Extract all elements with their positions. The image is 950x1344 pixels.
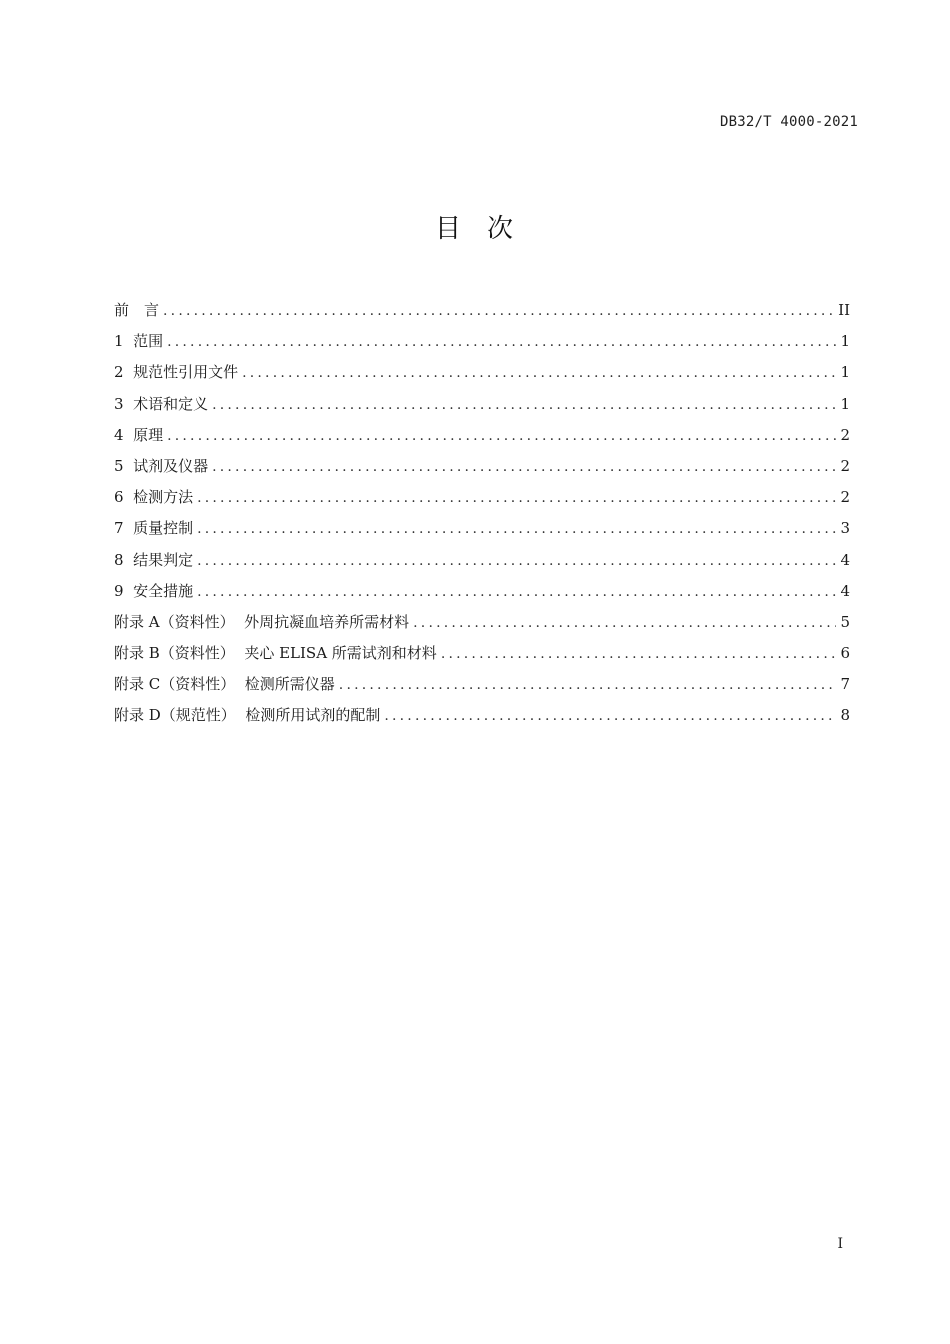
toc-entry-page: 4 <box>840 581 850 600</box>
toc-entry-test-method[interactable] <box>114 486 850 517</box>
toc-entry-label: 6 检测方法 <box>114 488 194 507</box>
page-title: 目次 <box>434 214 539 244</box>
standard-code: DB32/T 4000-2021 <box>719 114 858 130</box>
toc-entry-principle[interactable] <box>114 424 850 455</box>
toc-entry-label: 9 安全措施 <box>114 581 194 600</box>
toc-entry-page: 1 <box>840 394 850 413</box>
toc-entry-quality-control[interactable] <box>114 517 850 548</box>
toc-entry-page: II <box>838 301 850 319</box>
toc-leader-dots <box>197 581 836 603</box>
toc-leader-dots <box>212 456 836 478</box>
toc-entry-label: 3 术语和定义 <box>114 394 209 413</box>
toc-entry-label: 附录 C（资料性） 检测所需仪器 <box>114 675 335 694</box>
toc-entry-appendix-b[interactable] <box>114 642 850 673</box>
toc-entry-page: 1 <box>840 332 850 351</box>
toc-entry-normative-references[interactable] <box>114 361 850 392</box>
toc-entry-label: 1 范围 <box>114 332 164 351</box>
toc-entry-label: 附录 B（资料性） 夹心 ELISA 所需试剂和材料 <box>114 644 437 663</box>
toc-leader-dots <box>413 612 836 634</box>
toc-entry-page: 6 <box>840 644 850 663</box>
toc-entry-label: 2 规范性引用文件 <box>114 363 239 382</box>
toc-entry-label: 5 试剂及仪器 <box>114 456 209 475</box>
toc-entry-page: 2 <box>840 425 850 444</box>
toc-entry-page: 1 <box>840 363 850 382</box>
toc-entry-page: 5 <box>840 612 850 631</box>
toc-entry-appendix-d[interactable] <box>114 704 850 735</box>
toc-entry-label: 8 结果判定 <box>114 550 194 569</box>
toc-entry-page: 8 <box>840 706 850 725</box>
toc-leader-dots <box>339 674 836 696</box>
toc-entry-page: 4 <box>840 550 850 569</box>
toc-leader-dots <box>441 643 836 665</box>
toc-entry-safety-measures[interactable] <box>114 580 850 611</box>
toc-entry-result-judgment[interactable] <box>114 549 850 580</box>
toc-entry-label: 附录 A（资料性） 外周抗凝血培养所需材料 <box>114 612 410 631</box>
table-of-contents <box>114 299 850 736</box>
toc-entry-foreword[interactable] <box>114 299 850 330</box>
toc-leader-dots <box>163 300 834 322</box>
toc-entry-page: 2 <box>840 488 850 507</box>
toc-leader-dots <box>197 518 836 540</box>
toc-entry-label: 附录 D（规范性） 检测所用试剂的配制 <box>114 706 381 725</box>
toc-leader-dots <box>384 705 836 727</box>
toc-entry-page: 7 <box>840 675 850 694</box>
toc-leader-dots <box>212 394 836 416</box>
toc-entry-scope[interactable] <box>114 330 850 361</box>
toc-entry-reagents-instruments[interactable] <box>114 455 850 486</box>
page-number: I <box>837 1236 843 1252</box>
toc-leader-dots <box>167 331 836 353</box>
toc-entry-appendix-c[interactable] <box>114 673 850 704</box>
toc-leader-dots <box>167 425 836 447</box>
toc-entry-label: 4 原理 <box>114 425 164 444</box>
toc-leader-dots <box>197 550 836 572</box>
toc-entry-label: 前 言 <box>114 301 160 319</box>
toc-entry-terms-definitions[interactable] <box>114 393 850 424</box>
toc-leader-dots <box>242 362 836 384</box>
toc-entry-page: 3 <box>840 519 850 538</box>
toc-leader-dots <box>197 487 836 509</box>
toc-entry-label: 7 质量控制 <box>114 519 194 538</box>
toc-entry-page: 2 <box>840 456 850 475</box>
toc-entry-appendix-a[interactable] <box>114 611 850 642</box>
